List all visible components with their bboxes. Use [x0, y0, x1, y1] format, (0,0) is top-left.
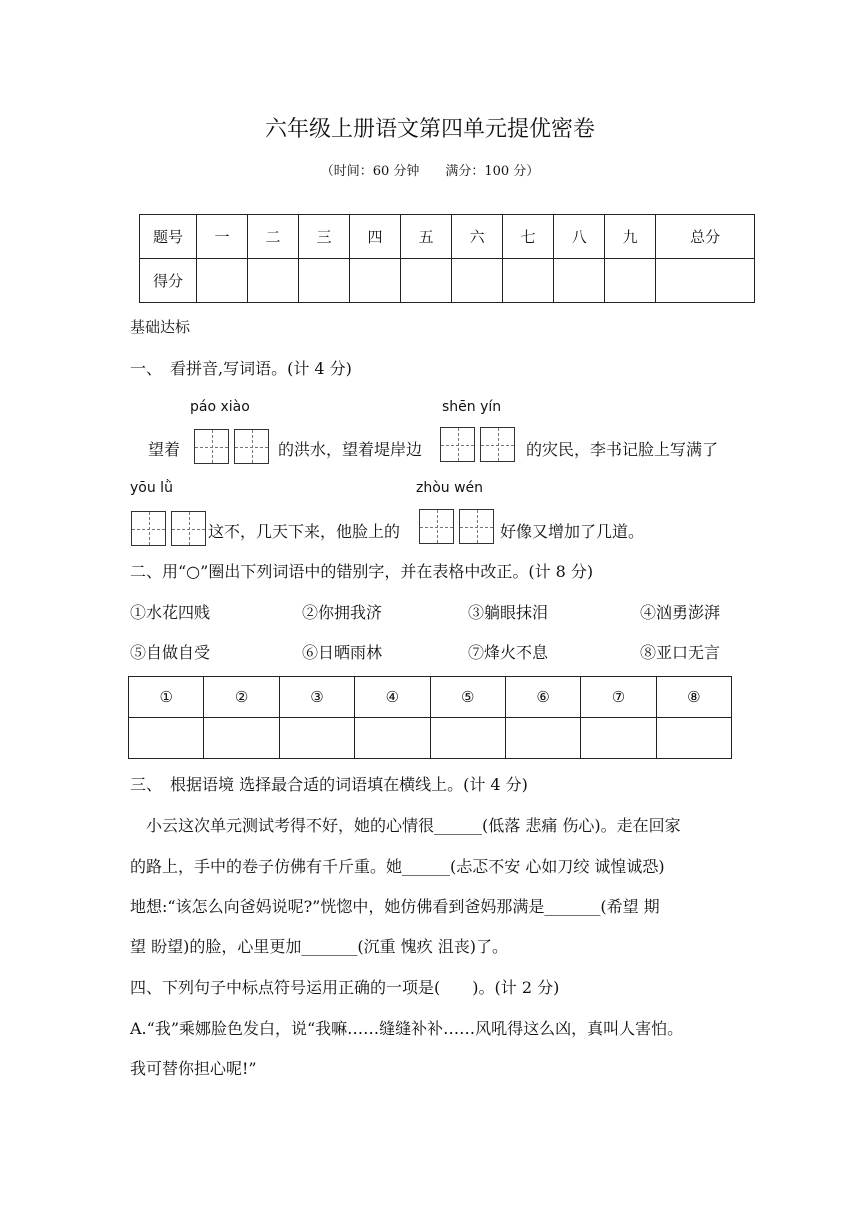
score-table-header-row	[140, 215, 755, 259]
writing-grid-box[interactable]	[234, 429, 269, 464]
q4-option-a: 我可替你担心呢!”	[130, 1059, 257, 1078]
q2-heading: 二、用“○”圈出下列词语中的错别字，并在表格中改正。(计 8 分)	[130, 562, 594, 581]
writing-grid-box[interactable]	[480, 427, 515, 462]
exam-info: （时间：60 分钟 满分：100 分）	[320, 164, 540, 179]
q3-line: 小云这次单元测试考得不好，她的心情很______(低落 悲痛 伤心)。走在回家	[130, 816, 681, 835]
score-cell[interactable]	[503, 259, 554, 303]
table-cell: ③	[279, 677, 354, 718]
writing-grid-box[interactable]	[131, 511, 166, 546]
table-cell: ④	[355, 677, 430, 718]
q2-word: ③躺眼抹泪	[468, 603, 549, 622]
table-cell: 八	[554, 215, 605, 259]
table-cell: 总分	[656, 215, 755, 259]
table-cell: 五	[401, 215, 452, 259]
table-cell: ⑧	[656, 677, 731, 718]
table-cell: 四	[350, 215, 401, 259]
q2-word: ④汹勇澎湃	[640, 603, 721, 622]
page-title: 六年级上册语文第四单元提优密卷	[264, 117, 595, 142]
answer-cell[interactable]	[581, 718, 656, 759]
answer-cell[interactable]	[204, 718, 279, 759]
section-label: 基础达标	[130, 318, 191, 336]
score-cell[interactable]	[350, 259, 401, 303]
q3-line: 望 盼望)的脸，心里更加_______(沉重 愧疚 沮丧)了。	[130, 937, 508, 956]
score-table-score-row	[140, 259, 755, 303]
correction-answer-row	[129, 718, 732, 759]
table-cell: ⑥	[505, 677, 580, 718]
table-cell: 一	[197, 215, 248, 259]
pinyin-label: páo xiào	[190, 399, 250, 415]
writing-grid-box[interactable]	[171, 511, 206, 546]
q3-line: 地想:“该怎么向爸妈说呢?”恍惚中，她仿佛看到爸妈那满是_______(希望 期	[130, 897, 660, 916]
answer-cell[interactable]	[505, 718, 580, 759]
q4-heading: 四、下列句子中标点符号运用正确的一项是( )。(计 2 分)	[130, 978, 560, 997]
writing-grid-box[interactable]	[194, 429, 229, 464]
table-cell: ⑤	[430, 677, 505, 718]
table-cell: 六	[452, 215, 503, 259]
score-cell[interactable]	[656, 259, 755, 303]
table-cell: ②	[204, 677, 279, 718]
q2-word: ⑧亚口无言	[640, 643, 721, 662]
q1-text: 望着	[148, 440, 181, 459]
table-cell: 三	[299, 215, 350, 259]
correction-table-header-row	[129, 677, 732, 718]
q3-line: 的路上，手中的卷子仿佛有千斤重。她______(忐忑不安 心如刀绞 诚惶诚恐)	[130, 857, 665, 876]
q1-text: 的洪水，望着堤岸边	[278, 440, 423, 459]
writing-grid-box[interactable]	[419, 509, 454, 544]
score-cell[interactable]	[605, 259, 656, 303]
q1-text: 好像又增加了几道。	[500, 522, 645, 541]
q2-word: ②你拥我济	[302, 603, 383, 622]
writing-grid-box[interactable]	[459, 509, 494, 544]
q2-word: ⑦烽火不息	[468, 643, 549, 662]
table-cell: ⑦	[581, 677, 656, 718]
score-cell[interactable]	[299, 259, 350, 303]
answer-cell[interactable]	[279, 718, 354, 759]
q2-word: ⑥日晒雨林	[302, 643, 383, 662]
score-cell[interactable]	[197, 259, 248, 303]
answer-cell[interactable]	[129, 718, 204, 759]
answer-cell[interactable]	[656, 718, 731, 759]
q2-word: ①水花四贱	[130, 603, 211, 622]
score-cell[interactable]	[248, 259, 299, 303]
table-cell: 二	[248, 215, 299, 259]
writing-grid-box[interactable]	[440, 427, 475, 462]
score-cell[interactable]	[554, 259, 605, 303]
answer-cell[interactable]	[430, 718, 505, 759]
q1-text: 这不，几天下来，他脸上的	[208, 522, 401, 541]
q4-option-a: A.“我”乘娜脸色发白，说“我嘛……缝缝补补……风吼得这么凶，真叫人害怕。	[130, 1019, 684, 1038]
score-table	[139, 214, 755, 303]
correction-table	[128, 676, 732, 759]
table-cell: 九	[605, 215, 656, 259]
q3-heading: 三、 根据语境 选择最合适的词语填在横线上。(计 4 分)	[130, 775, 528, 794]
q2-word: ⑤自做自受	[130, 643, 211, 662]
pinyin-label: yōu lǜ	[130, 480, 173, 496]
q1-text: 的灾民，李书记脸上写满了	[526, 440, 719, 459]
table-cell: 题号	[140, 215, 197, 259]
table-cell: 七	[503, 215, 554, 259]
q1-heading: 一、 看拼音,写词语。(计 4 分)	[130, 359, 352, 378]
table-cell: ①	[129, 677, 204, 718]
score-cell[interactable]	[401, 259, 452, 303]
table-cell: 得分	[140, 259, 197, 303]
pinyin-label: shēn yín	[442, 399, 502, 415]
score-cell[interactable]	[452, 259, 503, 303]
answer-cell[interactable]	[355, 718, 430, 759]
pinyin-label: zhòu wén	[416, 480, 484, 496]
